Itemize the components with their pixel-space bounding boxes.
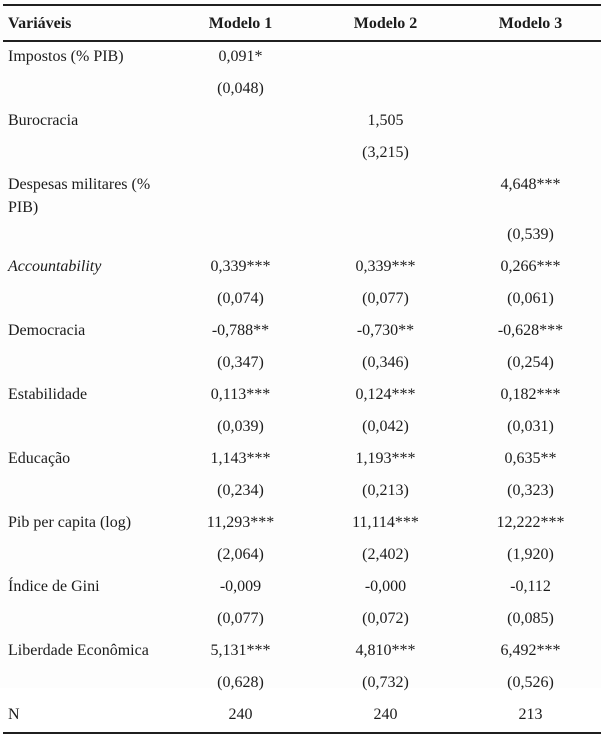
model2-stderr: (0,346)	[362, 354, 409, 371]
table-row	[3, 138, 601, 170]
model3-value: 4,648***	[500, 176, 561, 193]
variable-label: Despesas militares (% PIB)	[8, 176, 151, 216]
column-header-model-2: Modelo 2	[313, 5, 458, 41]
table-row	[3, 284, 601, 316]
model1-value: -0,788**	[211, 322, 270, 339]
table-row	[3, 170, 601, 220]
table-row	[3, 604, 601, 636]
model3-value: 6,492***	[500, 642, 561, 659]
model1-value: 0,339***	[210, 258, 271, 275]
model2-stderr: (0,732)	[362, 674, 409, 691]
model1-value: 1,143***	[210, 450, 271, 467]
model1-stderr: (0,347)	[217, 354, 264, 371]
variable-label	[3, 284, 168, 316]
model2-stderr	[313, 220, 458, 252]
table-row	[3, 348, 601, 380]
model2-stderr: (3,215)	[362, 144, 409, 161]
model2-value: -0,000	[364, 578, 407, 595]
table-row	[3, 444, 601, 476]
model3-value: -0,628***	[497, 322, 564, 339]
model3-stderr: (0,323)	[507, 482, 554, 499]
variable-label: Educação	[8, 450, 71, 467]
model2-stderr: (0,213)	[362, 482, 409, 499]
model2-value: 0,124***	[355, 386, 416, 403]
model3-value	[458, 106, 601, 138]
model2-stderr: (0,072)	[362, 610, 409, 627]
observations-label: N	[8, 706, 20, 723]
model2-value: 1,505	[367, 112, 404, 129]
table-row	[3, 508, 601, 540]
model3-stderr	[458, 138, 601, 170]
model1-value: 5,131***	[210, 642, 271, 659]
model3-value: -0,112	[510, 578, 551, 595]
model2-value	[313, 170, 458, 220]
model1-value	[168, 106, 313, 138]
model1-value: 0,091*	[218, 48, 263, 65]
model1-value: 11,293***	[206, 514, 275, 531]
column-header-model-3: Modelo 3	[458, 5, 601, 41]
model1-stderr: (2,064)	[217, 546, 264, 563]
model3-value: 0,635**	[504, 450, 557, 467]
table-row	[3, 668, 601, 700]
variable-label	[3, 412, 168, 444]
model1-stderr: (0,039)	[217, 418, 264, 435]
model3-stderr: (0,539)	[507, 226, 554, 243]
model3-stderr: (0,526)	[507, 674, 554, 691]
variable-label	[3, 476, 168, 508]
table-row	[3, 380, 601, 412]
model3-value: 12,222***	[496, 514, 565, 531]
table-row	[3, 636, 601, 668]
model1-stderr: (0,074)	[217, 290, 264, 307]
model1-stderr: (0,077)	[217, 610, 264, 627]
variable-label	[3, 348, 168, 380]
variable-label	[3, 668, 168, 700]
model1-stderr	[168, 138, 313, 170]
model3-value: 0,266***	[500, 258, 561, 275]
table-row	[3, 41, 601, 74]
variable-label: Liberdade Econômica	[8, 642, 149, 659]
model3-value	[458, 41, 601, 74]
model2-value	[313, 41, 458, 74]
model1-stderr	[168, 220, 313, 252]
model1-stderr: (0,628)	[217, 674, 264, 691]
regression-table	[3, 4, 601, 734]
model3-stderr: (0,085)	[507, 610, 554, 627]
variable-label: Pib per capita (log)	[8, 514, 132, 531]
table-row	[3, 106, 601, 138]
variable-label	[3, 74, 168, 106]
model2-stderr: (0,042)	[362, 418, 409, 435]
table-row	[3, 476, 601, 508]
model1-stderr: (0,234)	[217, 482, 264, 499]
variable-label: Accountability	[8, 258, 102, 275]
model2-value: 1,193***	[355, 450, 416, 467]
variable-label	[3, 540, 168, 572]
model1-value	[168, 170, 313, 220]
model1-stderr: (0,048)	[217, 80, 264, 97]
column-header-variables: Variáveis	[3, 5, 168, 41]
variable-label	[3, 604, 168, 636]
variable-label: Estabilidade	[8, 386, 88, 403]
model2-stderr: (0,077)	[362, 290, 409, 307]
table-header-row	[3, 5, 601, 41]
table-row	[3, 74, 601, 106]
model2-value: 0,339***	[355, 258, 416, 275]
table-row	[3, 412, 601, 444]
model3-value: 0,182***	[500, 386, 561, 403]
column-header-model-1: Modelo 1	[168, 5, 313, 41]
model2-value: 4,810***	[355, 642, 416, 659]
model2-stderr: (2,402)	[362, 546, 409, 563]
table-row	[3, 572, 601, 604]
table-row	[3, 252, 601, 284]
model3-n: 213	[518, 706, 543, 723]
variable-label: Índice de Gini	[8, 578, 100, 595]
model2-value: 11,114***	[352, 514, 419, 531]
model2-value: -0,730**	[356, 322, 415, 339]
table-row	[3, 700, 601, 733]
model1-value: 0,113***	[210, 386, 271, 403]
variable-label	[3, 138, 168, 170]
table-row	[3, 316, 601, 348]
model3-stderr: (0,254)	[507, 354, 554, 371]
model3-stderr: (0,031)	[507, 418, 554, 435]
variable-label: Democracia	[8, 322, 86, 339]
model2-stderr	[313, 74, 458, 106]
model3-stderr: (0,061)	[507, 290, 554, 307]
variable-label: Burocracia	[8, 112, 79, 129]
table-row	[3, 540, 601, 572]
model3-stderr: (1,920)	[507, 546, 554, 563]
model1-value: -0,009	[219, 578, 262, 595]
variable-label	[3, 220, 168, 252]
model2-n: 240	[373, 706, 398, 723]
table-row	[3, 220, 601, 252]
variable-label: Impostos (% PIB)	[8, 48, 124, 65]
model3-stderr	[458, 74, 601, 106]
model1-n: 240	[228, 706, 253, 723]
